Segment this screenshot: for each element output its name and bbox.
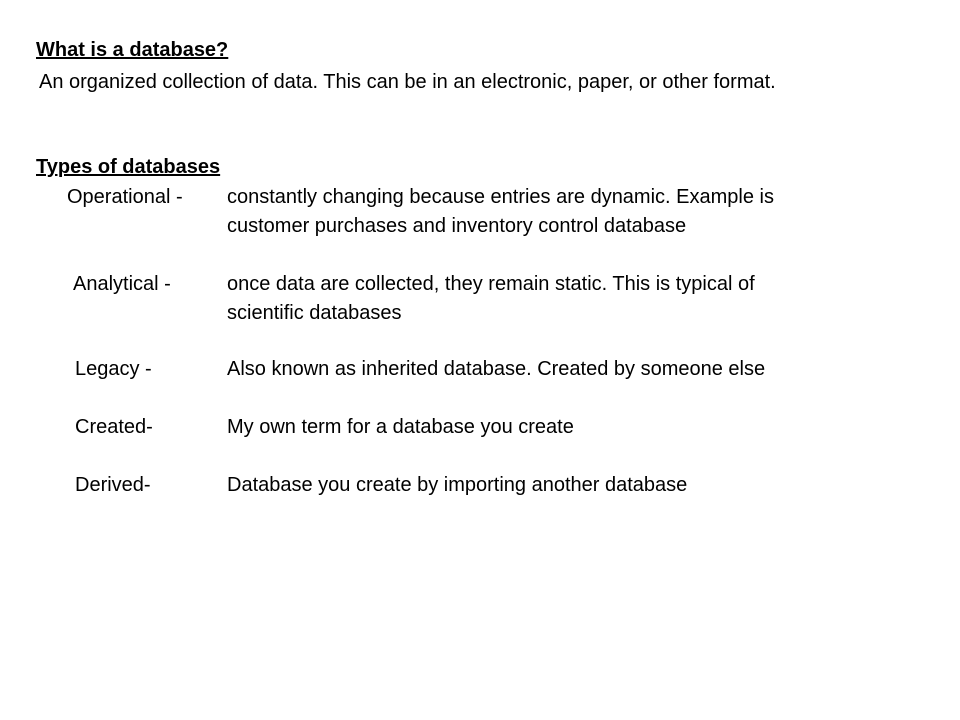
type-desc-derived xyxy=(227,471,927,500)
type-desc-created xyxy=(227,413,927,442)
heading-types-of-databases: Types of databases xyxy=(36,156,221,178)
type-desc-line: constantly changing because entries are dynamic. Example is xyxy=(227,186,774,208)
heading-what-is-database: What is a database? xyxy=(36,39,229,61)
type-term-legacy: Legacy - xyxy=(75,358,152,380)
database-definition: An organized collection of data. This can be in an electronic, paper, or other format. xyxy=(39,71,776,93)
type-term-created: Created- xyxy=(75,416,153,438)
type-desc-line: scientific databases xyxy=(227,302,402,324)
type-term-analytical: Analytical - xyxy=(73,273,171,295)
type-desc-line: customer purchases and inventory control database xyxy=(227,215,687,237)
type-desc-legacy xyxy=(227,355,927,384)
type-desc-line: My own term for a database you create xyxy=(227,416,574,438)
type-desc-line: Database you create by importing another database xyxy=(227,474,688,496)
type-desc-line: Also known as inherited database. Created by someone else xyxy=(227,358,766,380)
type-desc-analytical xyxy=(227,270,927,328)
type-desc-operational xyxy=(227,183,927,241)
type-term-derived: Derived- xyxy=(75,474,151,496)
type-term-operational: Operational - xyxy=(67,186,183,208)
type-desc-line: once data are collected, they remain static. This is typical of xyxy=(227,273,755,295)
